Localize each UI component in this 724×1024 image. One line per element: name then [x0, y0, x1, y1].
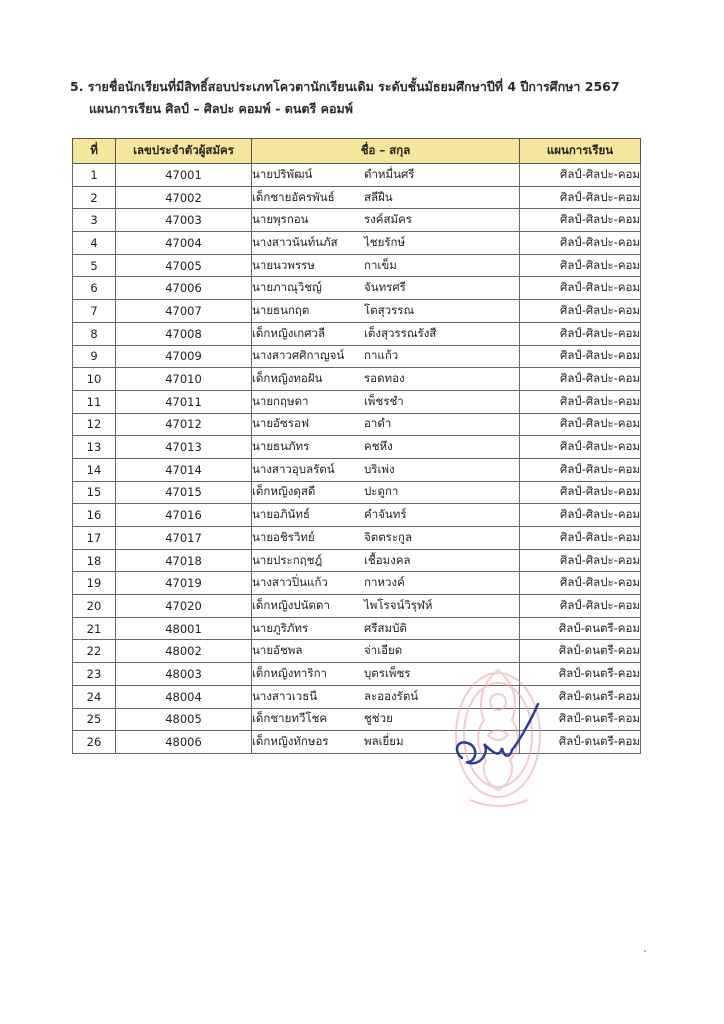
study-plan: ศิลป์-ดนตรี-คอม — [520, 640, 641, 663]
last-name: บุตรเพ็ชร — [364, 665, 411, 680]
last-name: จ่าเอียด — [364, 643, 403, 658]
first-name: นายอัซรอฟ — [252, 416, 309, 431]
table-row — [73, 617, 641, 640]
study-plan: ศิลป์-ศิลปะ-คอม — [520, 458, 641, 481]
applicant-id: 47014 — [116, 458, 252, 481]
header-name: ชื่อ – สกุล — [252, 139, 520, 164]
study-plan: ศิลป์-ศิลปะ-คอม — [520, 345, 641, 368]
student-name — [252, 254, 520, 277]
table-row — [73, 164, 641, 187]
first-name: นายอัชพล — [252, 643, 303, 658]
first-name: นางสาวเวธนี — [252, 688, 318, 703]
row-number: 24 — [73, 685, 116, 708]
applicant-id: 48004 — [116, 685, 252, 708]
row-number: 11 — [73, 390, 116, 413]
row-number: 7 — [73, 300, 116, 323]
student-name — [252, 164, 520, 187]
row-number: 10 — [73, 368, 116, 391]
first-name: เด็กหญิงดุสดี — [252, 484, 316, 499]
student-name — [252, 186, 520, 209]
row-number: 19 — [73, 572, 116, 595]
last-name: จิตตระกูล — [364, 529, 413, 544]
table-row — [73, 277, 641, 300]
study-plan: ศิลป์-ศิลปะ-คอม — [520, 527, 641, 550]
study-plan: ศิลป์-ศิลปะ-คอม — [520, 232, 641, 255]
first-name: นายอภินัทธ์ — [252, 507, 311, 522]
last-name: รอดทอง — [364, 371, 405, 386]
study-plan: ศิลป์-ศิลปะ-คอม — [520, 413, 641, 436]
row-number: 17 — [73, 527, 116, 550]
first-name: นายนวพรรษ — [252, 257, 315, 272]
row-number: 1 — [73, 164, 116, 187]
row-number: 21 — [73, 617, 116, 640]
first-name: นายประกฤชฎ์ — [252, 552, 323, 567]
first-name: นายภาณุวิชญ์ — [252, 280, 322, 295]
applicant-id: 48001 — [116, 617, 252, 640]
applicant-id: 47009 — [116, 345, 252, 368]
row-number: 23 — [73, 663, 116, 686]
student-name — [252, 277, 520, 300]
table-row — [73, 504, 641, 527]
seal-stamp — [456, 670, 540, 806]
student-name — [252, 322, 520, 345]
heading-line-1: 5. รายชื่อนักเรียนที่มีสิทธิ์สอบประเภทโควตานักเรียนเดิม ระดับชั้นมัธยมศึกษาปีที่ 4 ปีการศึกษา 2567 — [70, 79, 620, 94]
header-plan: แผนการเรียน — [520, 139, 641, 164]
table-row — [73, 527, 641, 550]
student-name — [252, 595, 520, 618]
applicant-id: 47002 — [116, 186, 252, 209]
table-row — [73, 595, 641, 618]
student-name — [252, 572, 520, 595]
last-name: อาดำ — [364, 416, 392, 431]
applicant-id: 47013 — [116, 436, 252, 459]
applicant-id: 47010 — [116, 368, 252, 391]
row-number: 5 — [73, 254, 116, 277]
first-name: เด็กหญิงทักษอร — [252, 734, 329, 749]
study-plan: ศิลป์-ดนตรี-คอม — [520, 708, 641, 731]
study-plan: ศิลป์-ดนตรี-คอม — [520, 617, 641, 640]
applicant-id: 48005 — [116, 708, 252, 731]
last-name: สลีฝืน — [364, 189, 393, 204]
table-row — [73, 572, 641, 595]
last-name: ไชยรักษ์ — [364, 234, 406, 249]
last-name: ปะดูกา — [364, 484, 399, 499]
first-name: นางสาวอุบลรัตน์ — [252, 461, 335, 476]
applicant-id: 47008 — [116, 322, 252, 345]
student-name — [252, 368, 520, 391]
student-name — [252, 300, 520, 323]
row-number: 4 — [73, 232, 116, 255]
study-plan: ศิลป์-ศิลปะ-คอม — [520, 368, 641, 391]
row-number: 9 — [73, 345, 116, 368]
table-row — [73, 186, 641, 209]
last-name: ชูช่วย — [364, 711, 393, 726]
last-name: เชื้อมงคล — [364, 552, 411, 567]
first-name: นายภูริภัทร — [252, 620, 309, 635]
table-row — [73, 300, 641, 323]
applicant-id: 48006 — [116, 731, 252, 754]
last-name: จันทรศรี — [364, 280, 406, 295]
school-seal-with-signature — [440, 640, 570, 820]
student-name — [252, 413, 520, 436]
student-name — [252, 481, 520, 504]
last-name: ศรีสมบัติ — [364, 620, 407, 635]
applicant-id: 47018 — [116, 549, 252, 572]
first-name: นายธนภัทร — [252, 439, 310, 454]
row-number: 20 — [73, 595, 116, 618]
student-name — [252, 390, 520, 413]
applicant-id: 47020 — [116, 595, 252, 618]
row-number: 15 — [73, 481, 116, 504]
row-number: 16 — [73, 504, 116, 527]
row-number: 2 — [73, 186, 116, 209]
row-number: 13 — [73, 436, 116, 459]
first-name: นายพุรกอน — [252, 212, 309, 227]
study-plan: ศิลป์-ดนตรี-คอม — [520, 663, 641, 686]
study-plan: ศิลป์-ศิลปะ-คอม — [520, 300, 641, 323]
first-name: นายกฤษดา — [252, 393, 309, 408]
applicant-id: 48003 — [116, 663, 252, 686]
study-plan: ศิลป์-ศิลปะ-คอม — [520, 572, 641, 595]
table-row — [73, 413, 641, 436]
row-number: 6 — [73, 277, 116, 300]
applicant-id: 47003 — [116, 209, 252, 232]
first-name: เด็กหญิงปนัดดา — [252, 597, 330, 612]
last-name: ไพโรจน์วิรุฬห์ — [364, 597, 433, 612]
document-heading — [70, 76, 710, 120]
student-name — [252, 504, 520, 527]
signature-mark — [457, 704, 538, 763]
first-name: นางสาวศศิกาญจน์ — [252, 348, 345, 363]
applicant-id: 47005 — [116, 254, 252, 277]
row-number: 3 — [73, 209, 116, 232]
first-name: นางสาวนันท์นภัส — [252, 234, 338, 249]
applicant-id: 48002 — [116, 640, 252, 663]
row-number: 14 — [73, 458, 116, 481]
student-name — [252, 458, 520, 481]
table-row — [73, 481, 641, 504]
row-number: 12 — [73, 413, 116, 436]
last-name: เต็งสุวรรณรังสี — [364, 325, 437, 340]
last-name: พลเยี่ยม — [364, 734, 404, 749]
student-name — [252, 549, 520, 572]
study-plan: ศิลป์-ศิลปะ-คอม — [520, 436, 641, 459]
table-row — [73, 436, 641, 459]
last-name: เพ็ชรชำ — [364, 393, 404, 408]
last-name: คชหึง — [364, 439, 393, 454]
applicant-id: 47015 — [116, 481, 252, 504]
student-name — [252, 345, 520, 368]
study-plan: ศิลป์-ศิลปะ-คอม — [520, 322, 641, 345]
table-row — [73, 390, 641, 413]
table-row — [73, 232, 641, 255]
first-name: นางสาวปิ่นแก้ว — [252, 575, 328, 590]
study-plan: ศิลป์-ดนตรี-คอม — [520, 731, 641, 754]
last-name: กาหวงค์ — [364, 575, 405, 590]
applicant-id: 47012 — [116, 413, 252, 436]
table-row — [73, 254, 641, 277]
last-name: ละอองรัตน์ — [364, 688, 419, 703]
last-name: กาแก้ว — [364, 348, 399, 363]
student-name — [252, 617, 520, 640]
first-name: เด็กหญิงทาริกา — [252, 665, 327, 680]
student-name — [252, 209, 520, 232]
last-name: คำจันทร์ — [364, 507, 407, 522]
table-row — [73, 345, 641, 368]
study-plan: ศิลป์-ศิลปะ-คอม — [520, 254, 641, 277]
last-name: รงค์สมัคร — [364, 212, 412, 227]
student-name — [252, 527, 520, 550]
header-no: ที่ — [73, 139, 116, 164]
heading-line-2: แผนการเรียน ศิลป์ – ศิลปะ คอมพ์ - ดนตรี คอมพ์ — [89, 101, 353, 116]
first-name: เด็กชายอัครพันธ์ — [252, 189, 335, 204]
last-name: บริเพ่ง — [364, 461, 395, 476]
applicant-id: 47016 — [116, 504, 252, 527]
first-name: เด็กชายทวีโชค — [252, 711, 328, 726]
study-plan: ศิลป์-ศิลปะ-คอม — [520, 209, 641, 232]
study-plan: ศิลป์-ศิลปะ-คอม — [520, 595, 641, 618]
study-plan: ศิลป์-ศิลปะ-คอม — [520, 390, 641, 413]
first-name: นายอชิรวิทย์ — [252, 529, 315, 544]
table-row — [73, 368, 641, 391]
table-row — [73, 549, 641, 572]
row-number: 8 — [73, 322, 116, 345]
applicant-id: 47006 — [116, 277, 252, 300]
first-name: เด็กหญิงเกศวลี — [252, 325, 326, 340]
first-name: นายปริพัฒน์ — [252, 166, 313, 181]
applicant-id: 47007 — [116, 300, 252, 323]
first-name: เด็กหญิงทอฝัน — [252, 371, 323, 386]
table-row — [73, 209, 641, 232]
applicant-id: 47019 — [116, 572, 252, 595]
last-name: ดำหมื่นศรี — [364, 166, 415, 181]
row-number: 22 — [73, 640, 116, 663]
study-plan: ศิลป์-ศิลปะ-คอม — [520, 504, 641, 527]
first-name: นายธนกฤต — [252, 302, 310, 317]
last-name: กาเข็ม — [364, 257, 397, 272]
study-plan: ศิลป์-ศิลปะ-คอม — [520, 164, 641, 187]
study-plan: ศิลป์-ศิลปะ-คอม — [520, 277, 641, 300]
student-name — [252, 232, 520, 255]
applicant-id: 47001 — [116, 164, 252, 187]
table-row — [73, 458, 641, 481]
row-number: 18 — [73, 549, 116, 572]
applicant-id: 47017 — [116, 527, 252, 550]
study-plan: ศิลป์-ศิลปะ-คอม — [520, 481, 641, 504]
last-name: โตสุวรรณ — [364, 302, 415, 317]
scan-speck — [644, 950, 646, 952]
row-number: 26 — [73, 731, 116, 754]
table-header-row — [73, 139, 641, 164]
table-row — [73, 322, 641, 345]
study-plan: ศิลป์-ดนตรี-คอม — [520, 685, 641, 708]
row-number: 25 — [73, 708, 116, 731]
header-applicant-id: เลขประจำตัวผู้สมัคร — [116, 139, 252, 164]
applicant-id: 47004 — [116, 232, 252, 255]
student-name — [252, 436, 520, 459]
study-plan: ศิลป์-ศิลปะ-คอม — [520, 186, 641, 209]
study-plan: ศิลป์-ศิลปะ-คอม — [520, 549, 641, 572]
applicant-id: 47011 — [116, 390, 252, 413]
